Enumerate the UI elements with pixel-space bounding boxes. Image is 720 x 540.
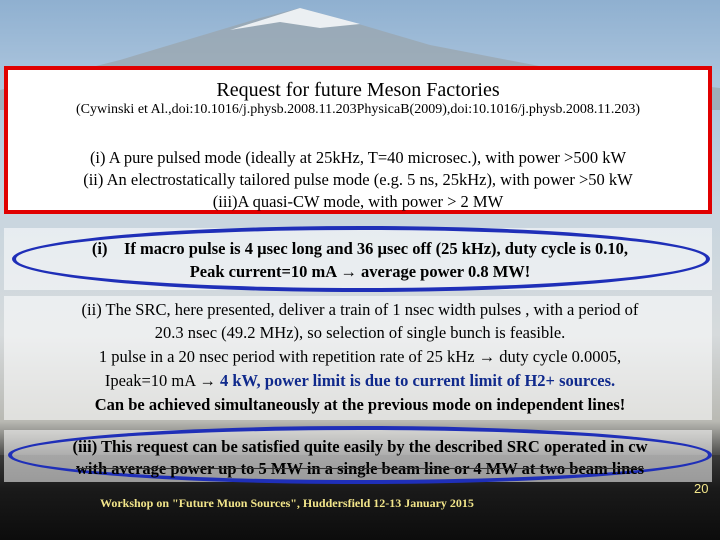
answer-ii-line-4-plain: Ipeak=10 mA → xyxy=(104,371,220,390)
answer-ii-line-4 xyxy=(0,371,720,391)
request-item-1: (i) A pure pulsed mode (ideally at 25kHz, T=40 microsec.), with power >500 kW xyxy=(89,148,627,167)
answer-i-line-1 xyxy=(0,239,720,259)
request-item-3: (iii)A quasi-CW mode, with power > 2 MW xyxy=(212,192,504,211)
answer-iii-line-2: with average power up to 5 MW in a single beam line or 4 MW at two beam lines xyxy=(75,459,644,478)
footer-workshop: Workshop on "Future Muon Sources", Huddersfield 12-13 January 2015 xyxy=(100,496,474,510)
answer-ii-line-5: Can be achieved simultaneously at the previous mode on independent lines! xyxy=(94,395,626,414)
request-item-2: (ii) An electrostatically tailored pulse mode (e.g. 5 ns, 25kHz), with power >50 kW xyxy=(83,170,633,189)
answer-iii-line-1: (iii) This request can be satisfied quite easily by the described SRC operated in cw xyxy=(72,437,648,456)
answer-i-text-1: If macro pulse is 4 µsec long and 36 µsec off (25 kHz), duty cycle is 0.10, xyxy=(124,239,629,258)
answer-i-prefix: (i) xyxy=(91,239,108,258)
page-number: 20 xyxy=(694,481,709,496)
citation: (Cywinski et Al.,doi:10.1016/j.physb.2008.11.203PhysicaB(2009),doi:10.1016/j.physb.2008.11.203) xyxy=(75,102,641,117)
answer-i-highlight-ellipse xyxy=(12,226,710,292)
answer-ii-line-3: 1 pulse in a 20 nsec period with repetition rate of 25 kHz → duty cycle 0.0005, xyxy=(98,347,622,366)
slide-title: Request for future Meson Factories xyxy=(216,79,500,101)
answer-ii-line-1: (ii) The SRC, here presented, deliver a train of 1 nsec width pulses , with a period of xyxy=(81,300,639,319)
meson-factory-request-box xyxy=(4,66,712,214)
answer-ii-line-4-bold: 4 kW, power limit is due to current limit of H2+ sources. xyxy=(220,371,616,390)
answer-i-line-2: Peak current=10 mA → average power 0.8 MW! xyxy=(189,262,531,281)
answer-ii-line-2: 20.3 nsec (49.2 MHz), so selection of single bunch is feasible. xyxy=(154,323,566,342)
